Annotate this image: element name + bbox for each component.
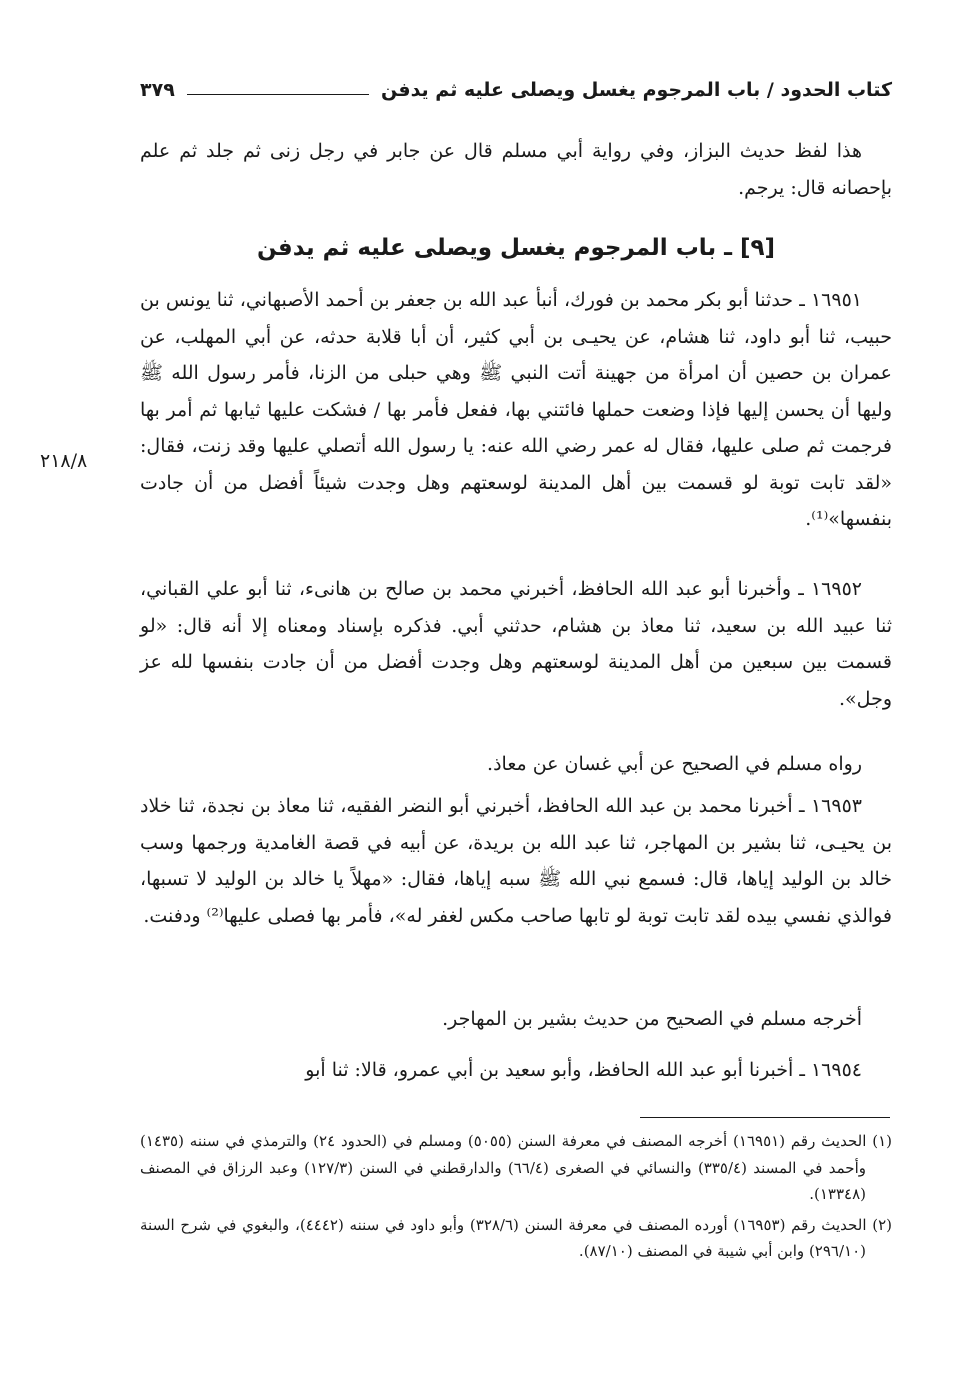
hadith-16951 — [140, 282, 892, 538]
hadith-text: ١٦٩٥٣ ـ أخبرنا محمد بن عبد الله الحافظ، أخبرني أبو النضر الفقيه، ثنا معاذ بن نجدة، ثنا خلاد بن يحيـى، ثنا بشير بن المهاجر، ثنا عبد الله بن بريدة، عن أبيه في قصة الغامدية ورجمها وسب خالد بن الوليد إياها، قال: فسمع نبي الله ﷺ سبه إياها، فقال: «مهلاً يا خالد بن الوليد لا تسبها، فوالذي نفسي بيده لقد تابت توبة لو تابها صاحب مكس لغفر له»، فأمر بها فصلى عليها⁽²⁾ ودفنت. — [140, 795, 892, 927]
footnote-1: (١) الحديث رقم (١٦٩٥١) أخرجه المصنف في معرفة السنن (٥٠٥٥) ومسلم في (الحدود ٢٤) والترمذي في سننه (١٤٣٥) وأحمد في المسند (٣٣٥/٤) والنسائي في الصغرى (٦٦/٤) والدارقطني في السنن (١٢٧/٣) وعبد الرزاق في المصنف (١٣٣٤٨). — [140, 1132, 893, 1203]
section-title: [٩] ـ باب المرجوم يغسل ويصلى عليه ثم يدفن — [256, 235, 776, 261]
footnote-2: (٢) الحديث رقم (١٦٩٥٣) أورده المصنف في معرفة السنن (٣٢٨/٦) وأبو داود في سننه (٤٤٤٢)، والبغوي في شرح السنة (٢٩٦/١٠) وابن أبي شيبة في المصنف (٨٧/١٠). — [140, 1215, 892, 1260]
hadith-16954 — [140, 1052, 892, 1089]
footnotes — [140, 1128, 892, 1269]
intro-text: هذا لفظ حديث البزاز، وفي رواية أبي مسلم قال عن جابر في رجل زنى ثم جلد ثم علم بإحصانه قال: يرجم. — [140, 140, 892, 199]
page-number: ٣٧٩ — [140, 79, 175, 101]
narration-text: أخرجه مسلم في الصحيح من حديث بشير بن المهاجر. — [442, 1008, 862, 1030]
hadith-text: ١٦٩٥٤ ـ أخبرنا أبو عبد الله الحافظ، وأبو سعيد بن أبي عمرو، قالا: ثنا أبو — [305, 1059, 862, 1081]
narration-text: رواه مسلم في الصحيح عن أبي غسان عن معاذ. — [487, 753, 862, 775]
narration-note — [140, 746, 892, 783]
footnote-separator — [640, 1117, 890, 1118]
hadith-16952 — [140, 571, 892, 717]
header-title: كتاب الحدود / باب المرجوم يغسل ويصلى عليه ثم يدفن — [381, 79, 892, 101]
narration-note — [140, 1001, 892, 1038]
hadith-16953 — [140, 788, 892, 934]
margin-page-reference: ٢١٨/٨ — [40, 450, 88, 472]
hadith-text: ١٦٩٥٢ ـ وأخبرنا أبو عبد الله الحافظ، أخبرني محمد بن صالح بن هانىء، ثنا أبو علي القباني، ثنا عبيد الله بن سعيد، ثنا معاذ بن هشام، حدثني أبي. فذكره بإسناد ومعناه إلا أنه قال: «لو قسمت بين سبعين من أهل المدينة لوسعتهم وهل وجدت أفضل من أن جادت بنفسها لله عز وجل». — [140, 578, 892, 710]
header-rule — [187, 94, 369, 95]
running-header — [140, 70, 892, 110]
hadith-text: ١٦٩٥١ ـ حدثنا أبو بكر محمد بن فورك، أنبأ عبد الله بن جعفر بن أحمد الأصبهاني، ثنا يونس بن حبيب، ثنا أبو داود، ثنا هشام، عن يحيـى بن أبي كثير، أن أبا قلابة حدثه، عن أبي المهلب، عن عمران بن حصين أن امرأة من جهينة أتت النبي ﷺ وهي حبلى من الزنا، فأمر رسول الله ﷺ وليها أن يحسن إليها فإذا وضعت حملها فائتني بها، ففعل فأمر بها / فشكت عليها ثيابها ثم أمر بها فرجمت ثم صلى عليها، فقال له عمر رضي الله عنه: يا رسول الله أتصلي عليها وقد زنت، فقال: «لقد تابت توبة لو قسمت بين أهل المدينة لوسعتهم وهل وجدت شيئاً أفضل من أن جادت بنفسها»⁽¹⁾. — [140, 289, 892, 530]
intro-paragraph — [140, 133, 892, 215]
